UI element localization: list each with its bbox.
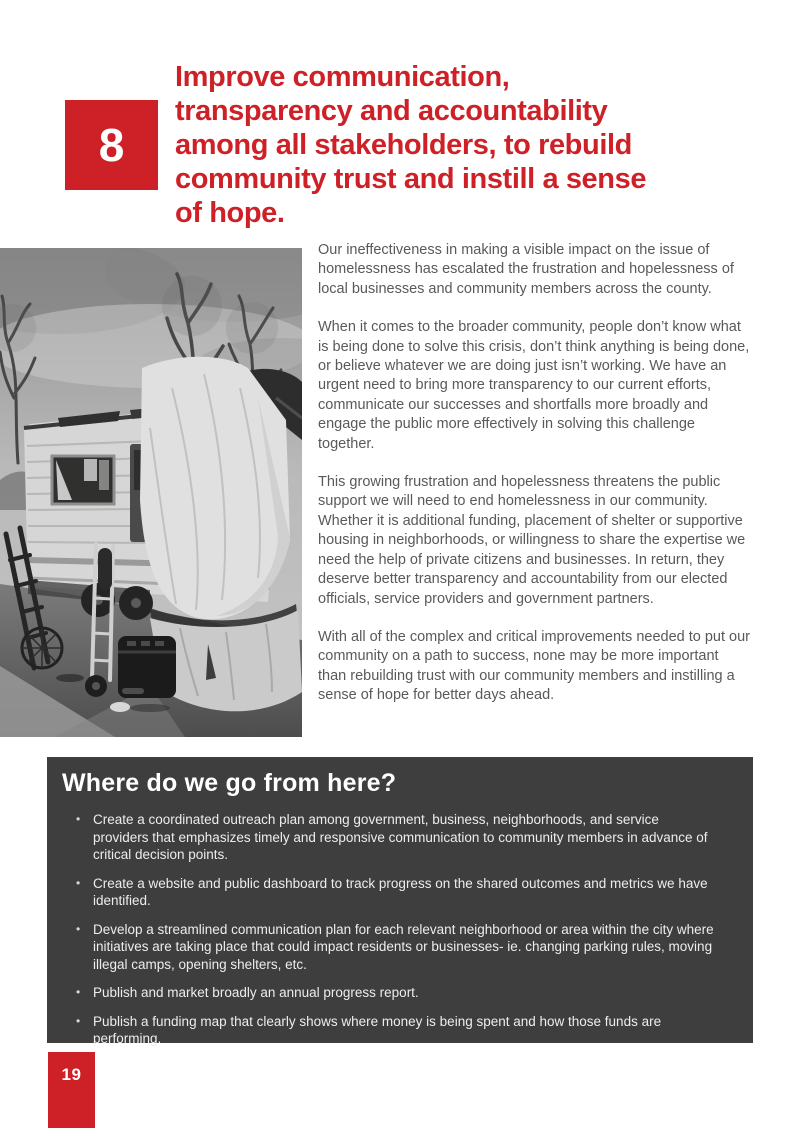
page-number-badge: [48, 1052, 95, 1128]
body-paragraph: With all of the complex and critical improvements needed to put our community on a path to success, none may be more important than rebuilding trust with our community members and instilling a sense of hope for better days ahead.: [318, 628, 750, 704]
body-paragraph: This growing frustration and hopelessness threatens the public support we will need to end homelessness in our community. Whether it is additional funding, placement of shelter or supportive housing in neighborhoods, or willingness to share the expertise we need the help of private citizens and businesses. In return, they deserve better transparency and accountability from our elected officials, service providers and government partners.: [318, 474, 746, 607]
section-heading: [175, 60, 775, 230]
list-item: • Create a coordinated outreach plan among government, business, neighborhoods, and service providers that emphasizes timely and responsive communication to community members in advance of critical decision points.: [93, 811, 715, 864]
next-steps-title: Where do we go from here?: [62, 769, 397, 797]
list-item: • Publish a funding map that clearly shows where money is being spent and how those funds are performing.: [93, 1013, 715, 1048]
next-steps-box: [47, 757, 753, 1046]
body-text-column: [318, 241, 750, 725]
body-paragraph: When it comes to the broader community, people don’t know what is being done to solve this crisis, don’t think anything is being done, or believe whatever we are doing just isn’t working. We have an urgent need to bring more transparency to our current efforts, communicate our successes and shortfalls more broadly and engage the public more effectively in solving this challenge together.: [318, 319, 750, 452]
heading-line: of hope.: [175, 197, 285, 229]
list-item: • Publish and market broadly an annual progress report.: [93, 984, 715, 1002]
page-number: 19: [61, 1065, 82, 1084]
heading-line: transparency and accountability: [175, 95, 608, 127]
heading-line: Improve communication,: [175, 61, 510, 93]
body-paragraph: Our ineffectiveness in making a visible impact on the issue of homelessness has escalated the frustration and hopelessness of local businesses and community members across the county.: [318, 242, 734, 297]
section-number: 8: [98, 119, 125, 171]
camper-trailer-photo: [0, 248, 302, 737]
heading-line: among all stakeholders, to rebuild: [175, 129, 632, 161]
next-steps-bullet-list: [47, 811, 753, 1048]
section-number-badge: [65, 100, 158, 190]
list-item: • Create a website and public dashboard to track progress on the shared outcomes and metrics we have identified.: [93, 875, 715, 910]
list-item: • Develop a streamlined communication plan for each relevant neighborhood or area within the city where initiatives are taking place that could impact residents or businesses- ie. changing parking rules, moving illegal camps, opening shelters, etc.: [93, 921, 715, 974]
heading-line: community trust and instill a sense: [175, 163, 647, 195]
